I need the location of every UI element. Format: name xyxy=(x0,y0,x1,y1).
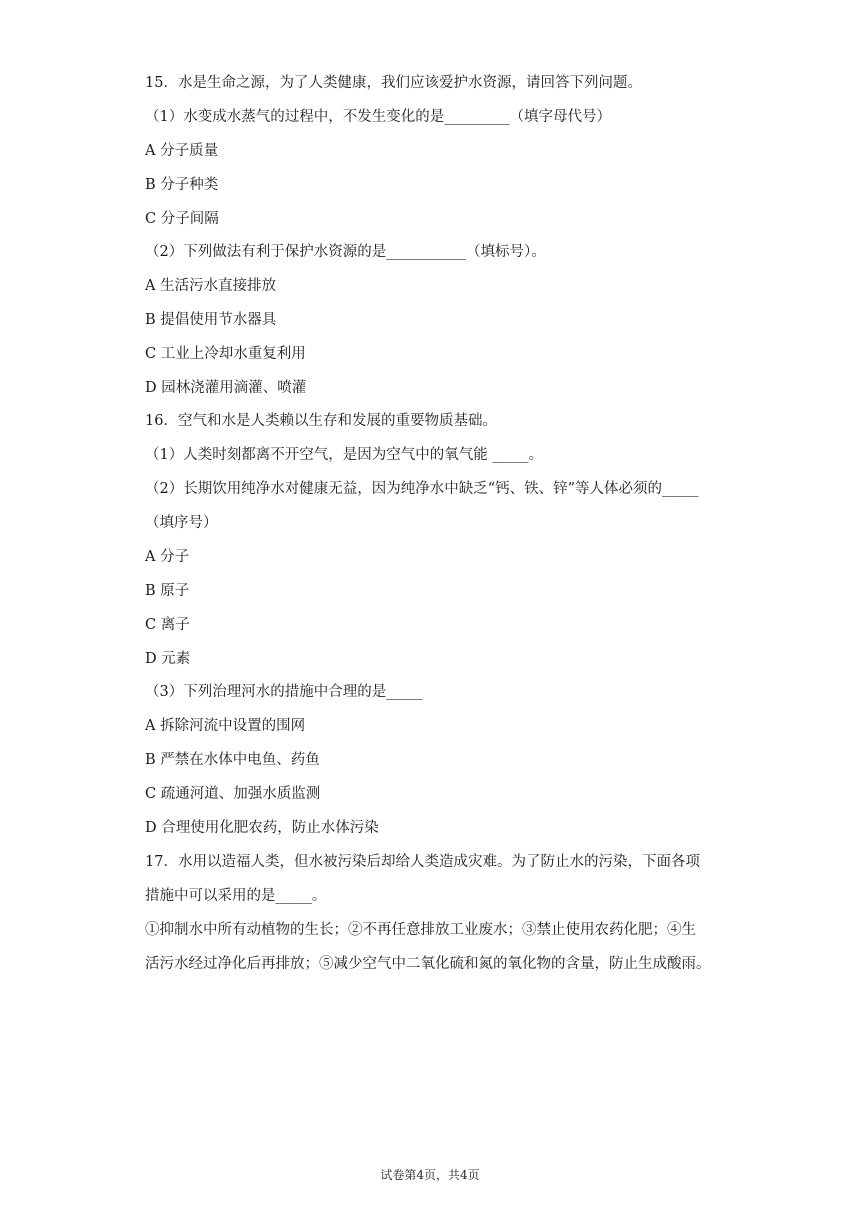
question-17-stem: 17．水用以造福人类，但水被污染后却给人类造成灾难。为了防止水的污染，下面各项 xyxy=(145,854,700,870)
option-b: B 严禁在水体中电鱼、药鱼 xyxy=(145,752,320,768)
page-footer: 试卷第4页，共4页 xyxy=(380,1168,480,1182)
option-a: A 拆除河流中设置的围网 xyxy=(145,718,306,734)
option-a: A 分子质量 xyxy=(145,143,219,159)
option-b: B 原子 xyxy=(145,583,190,599)
question-15-stem: 15．水是生命之源，为了人类健康，我们应该爱护水资源，请回答下列问题。 xyxy=(145,75,642,91)
option-c: C 工业上冷却水重复利用 xyxy=(145,346,306,362)
option-d: D 合理使用化肥农药，防止水体污染 xyxy=(145,820,379,836)
question-17-stem-cont: 措施中可以采用的是_____。 xyxy=(145,888,327,904)
option-c: C 疏通河道、加强水质监测 xyxy=(145,786,321,802)
question-16-part-1: （1）人类时刻都离不开空气，是因为空气中的氧气能 _____。 xyxy=(145,447,544,463)
option-b: B 提倡使用节水器具 xyxy=(145,312,277,328)
option-c: C 分子间隔 xyxy=(145,211,219,227)
question-17-items-line-2: 活污水经过净化后再排放；⑤减少空气中二氧化硫和氮的氧化物的含量，防止生成酸雨。 xyxy=(145,956,711,972)
question-16-part-2-cont: （填序号） xyxy=(145,515,218,531)
option-b: B 分子种类 xyxy=(145,177,219,193)
question-16-part-3: （3）下列治理河水的措施中合理的是_____ xyxy=(145,684,423,700)
option-c: C 离子 xyxy=(145,617,190,633)
option-d: D 元素 xyxy=(145,651,191,667)
option-d: D 园林浇灌用滴灌、喷灌 xyxy=(145,380,307,396)
option-a: A 分子 xyxy=(145,549,190,565)
question-15-part-1: （1）水变成水蒸气的过程中，不发生变化的是_________（填字母代号） xyxy=(145,109,611,125)
question-17-items-line-1: ①抑制水中所有动植物的生长；②不再任意排放工业废水；③禁止使用农药化肥；④生 xyxy=(145,922,696,938)
question-16-part-2: （2）长期饮用纯净水对健康无益，因为纯净水中缺乏“钙、铁、锌”等人体必须的_____ xyxy=(145,481,699,497)
option-a: A 生活污水直接排放 xyxy=(145,278,277,294)
question-16-stem: 16．空气和水是人类赖以生存和发展的重要物质基础。 xyxy=(145,413,497,429)
question-15-part-2: （2）下列做法有利于保护水资源的是___________（填标号）。 xyxy=(145,244,546,260)
